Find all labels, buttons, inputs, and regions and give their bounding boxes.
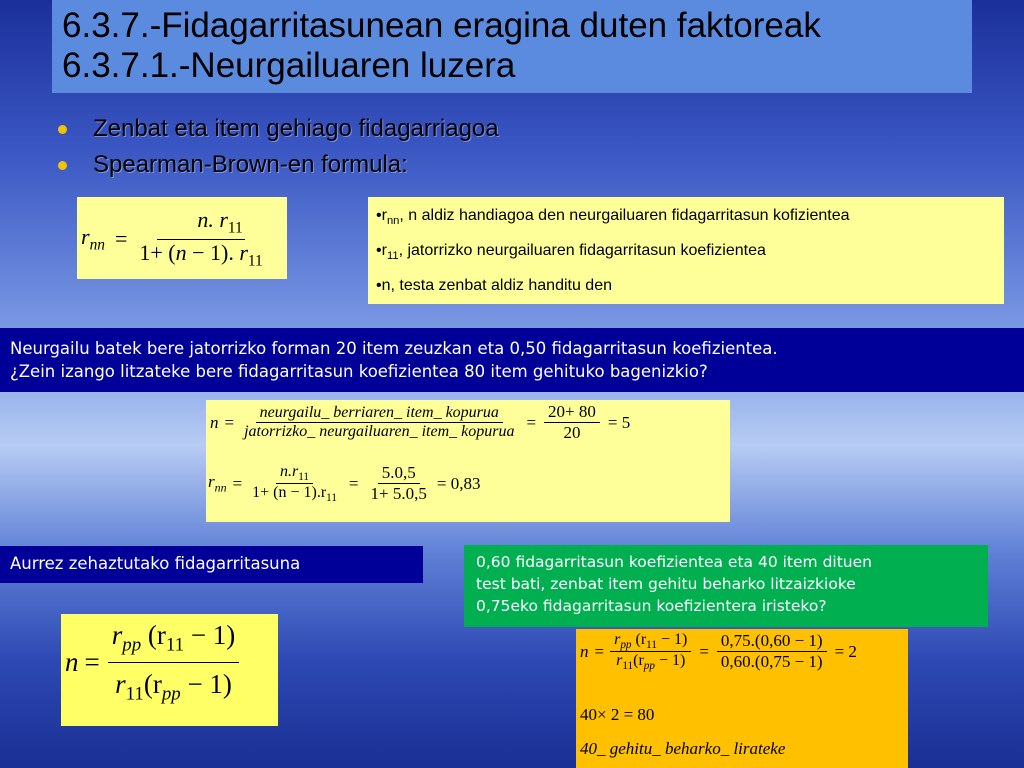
title-line-1: 6.3.7.-Fidagarritasunean eragina duten faktoreak (62, 6, 821, 45)
problem-1-line-1: Neurgailu batek bere jatorrizko forman 20 item zeuzkan eta 0,50 fidagarritasun koefizientea. (10, 339, 778, 358)
problem-1-line-2: ¿Zein izango litzateke bere fidagarritasun koefizientea 80 item gehituko bagenizkio? (10, 362, 708, 381)
calculation-2-box: n = $\frac{r_{pp} (r_{11} - 1)}{r_{11}(r_{pp} - 1)}$ = $\frac{0,75.(0,60 - 1)}{0,60.(0,75 - 1)}$ = 2 40× 2 = 80 40_ gehitu_ beharko_ lirateke (576, 629, 908, 768)
title-line-2: 6.3.7.1.-Neurgailuaren luzera (62, 46, 516, 85)
problem-2-box: 0,60 fidagarritasun koefizientea eta 40 item dituen test bati, zenbat item gehitu beharko litzaizkioke 0,75eko fidagarritasun koefizientera iristeko? (464, 545, 988, 627)
definition-n: •n, testa zenbat aldiz handitu den (376, 277, 612, 294)
formula-n-box: n = $\frac{r_{pp} (r_{11} - 1)}{r_{11}(r_{pp} - 1)}$ (61, 614, 278, 726)
definition-rnn: $•r_{nn}$, n aldiz handiagoa den neurgailuaren fidagarritasun kofizientea (376, 207, 850, 228)
calculation-2-line-2: 40× 2 = 80 (580, 705, 655, 724)
spearman-brown-formula: $r_{nn}$ = $\frac{n. r_{11}}{1+ (n - 1). r_{11}}$ (77, 197, 287, 279)
predetermined-reliability-label: Aurrez zehaztutako fidagarritasuna (0, 546, 423, 583)
definition-r11: $•r_{11}$, jatorrizko neurgailuaren fidagarritasun koefizientea (376, 242, 766, 263)
calculation-1-box: n = $\frac{\text{neurgailu\_ berriaren\_ item\_ kopurua}}{\text{jatorrizko\_ neurgailuaren\_ item\_ kopurua}}$ = $\frac{20+ 80}{20}$ = 5 $r_{nn}$ = $\frac{n.r_{11}}{1+ (n - 1).r_{11}}$ = $\frac{5.0,5}{1+ 5.0,5}$ = 0,83 (206, 400, 730, 522)
bullet-1: Zenbat eta item gehiago fidagarriagoa (93, 115, 499, 142)
calculation-2-line-3: 40_ gehitu_ beharko_ lirateke (580, 739, 786, 758)
problem-1-box (0, 328, 1024, 392)
bullet-2: Spearman-Brown-en formula: (93, 151, 408, 178)
definitions-box (368, 197, 1004, 304)
slide-title (52, 0, 972, 93)
